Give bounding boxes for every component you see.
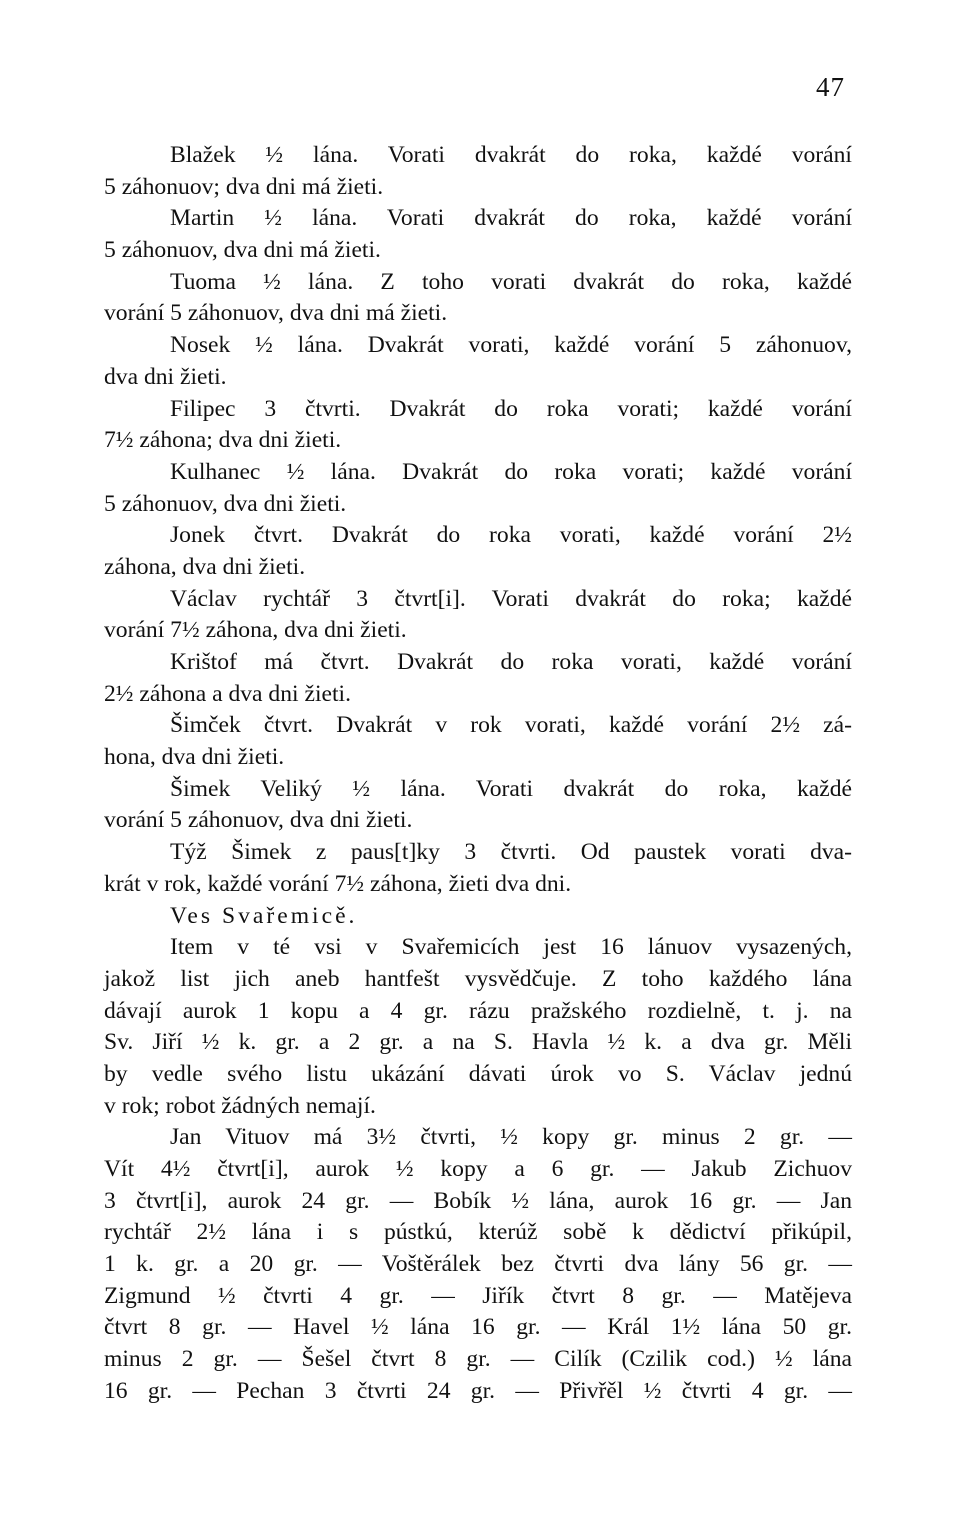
text-line: Týž Šimek z paus[t]ky 3 čtvrti. Od paustek vorati dva- xyxy=(170,839,852,866)
text-line: 1 k. gr. a 20 gr. — Voštěrálek bez čtvrti dva lány 56 gr. — xyxy=(104,1251,852,1278)
text-line: hona, dva dni žieti. xyxy=(104,744,285,771)
text-line: Tuoma ½ lána. Z toho vorati dvakrát do roka, každé xyxy=(170,268,852,295)
text-line: Jan Vituov má 3½ čtvrti, ½ kopy gr. minus 2 gr. — xyxy=(170,1124,852,1151)
text-line: záhona, dva dni žieti. xyxy=(104,553,306,580)
body-text xyxy=(104,140,852,1408)
text-line: 3 čtvrt[i], aurok 24 gr. — Bobík ½ lána, aurok 16 gr. — Jan xyxy=(104,1187,852,1214)
text-line: Nosek ½ lána. Dvakrát vorati, každé vorání 5 záhonuov, xyxy=(170,332,852,359)
text-line: čtvrt 8 gr. — Havel ½ lána 16 gr. — Král 1½ lána 50 gr. xyxy=(104,1314,852,1341)
text-line: Šimček čtvrt. Dvakrát v rok vorati, každé vorání 2½ zá- xyxy=(170,712,852,739)
text-line: Zigmund ½ čtvrti 4 gr. — Jiřík čtvrt 8 gr. — Matějeva xyxy=(104,1282,852,1309)
text-line: Šimek Veliký ½ lána. Vorati dvakrát do roka, každé xyxy=(170,775,852,802)
text-line: Martin ½ lána. Vorati dvakrát do roka, každé vorání xyxy=(170,205,852,232)
text-line: dva dni žieti. xyxy=(104,363,227,390)
text-line: Sv. Jiří ½ k. gr. a 2 gr. a na S. Havla ½ k. a dva gr. Měli xyxy=(104,1029,852,1056)
text-line: Krištof má čtvrt. Dvakrát do roka vorati, každé vorání xyxy=(170,649,852,675)
text-line: Filipec 3 čtvrti. Dvakrát do roka vorati; každé vorání xyxy=(170,395,852,422)
page-number: 47 xyxy=(816,72,845,102)
section-heading: Ves Svařemicě. xyxy=(170,902,358,929)
text-line: 5 záhonuov, dva dni žieti. xyxy=(104,490,347,517)
text-line: Kulhanec ½ lána. Dvakrát do roka vorati; každé vorání xyxy=(170,458,852,485)
text-line: 16 gr. — Pechan 3 čtvrti 24 gr. — Přivřěl ½ čtvrti 4 gr. — xyxy=(104,1377,852,1404)
text-line: 5 záhonuov, dva dni má žieti. xyxy=(104,237,381,264)
text-line: krát v rok, každé vorání 7½ záhona, žieti dva dni. xyxy=(104,870,572,897)
text-line: 7½ záhona; dva dni žieti. xyxy=(104,427,342,454)
text-line: Item v té vsi v Svařemicích jest 16 lánuov vysazených, xyxy=(170,934,852,961)
text-line: v rok; robot žádných nemají. xyxy=(104,1092,376,1119)
text-line: Václav rychtář 3 čtvrt[i]. Vorati dvakrát do roka; každé xyxy=(170,585,852,612)
text-line: Vít 4½ čtvrt[i], aurok ½ kopy a 6 gr. — Jakub Zichuov xyxy=(104,1156,852,1182)
text-line: by vedle svého listu ukázání dávati úrok vo S. Václav jednú xyxy=(104,1060,852,1087)
text-line: jakož list jich aneb hantfešt vysvědčuje. Z toho každého lána xyxy=(104,965,852,992)
text-line: vorání 5 záhonuov, dva dni má žieti. xyxy=(104,300,448,327)
text-line: 5 záhonuov; dva dni má žieti. xyxy=(104,173,384,200)
text-line: 2½ záhona a dva dni žieti. xyxy=(104,680,351,707)
text-line: Blažek ½ lána. Vorati dvakrát do roka, každé vorání xyxy=(170,142,852,168)
text-line: dávají aurok 1 kopu a 4 gr. rázu pražského rozdielně, t. j. na xyxy=(104,997,852,1024)
text-line: minus 2 gr. — Šešel čtvrt 8 gr. — Cilík (Czilik cod.) ½ lána xyxy=(104,1346,852,1373)
text-line: rychtář 2½ lána i s pústkú, kterúž sobě k dědictví přikúpil, xyxy=(104,1219,852,1246)
text-line: vorání 5 záhonuov, dva dni žieti. xyxy=(104,807,413,834)
text-line: vorání 7½ záhona, dva dni žieti. xyxy=(104,617,407,644)
text-line: Jonek čtvrt. Dvakrát do roka vorati, každé vorání 2½ xyxy=(170,522,852,549)
